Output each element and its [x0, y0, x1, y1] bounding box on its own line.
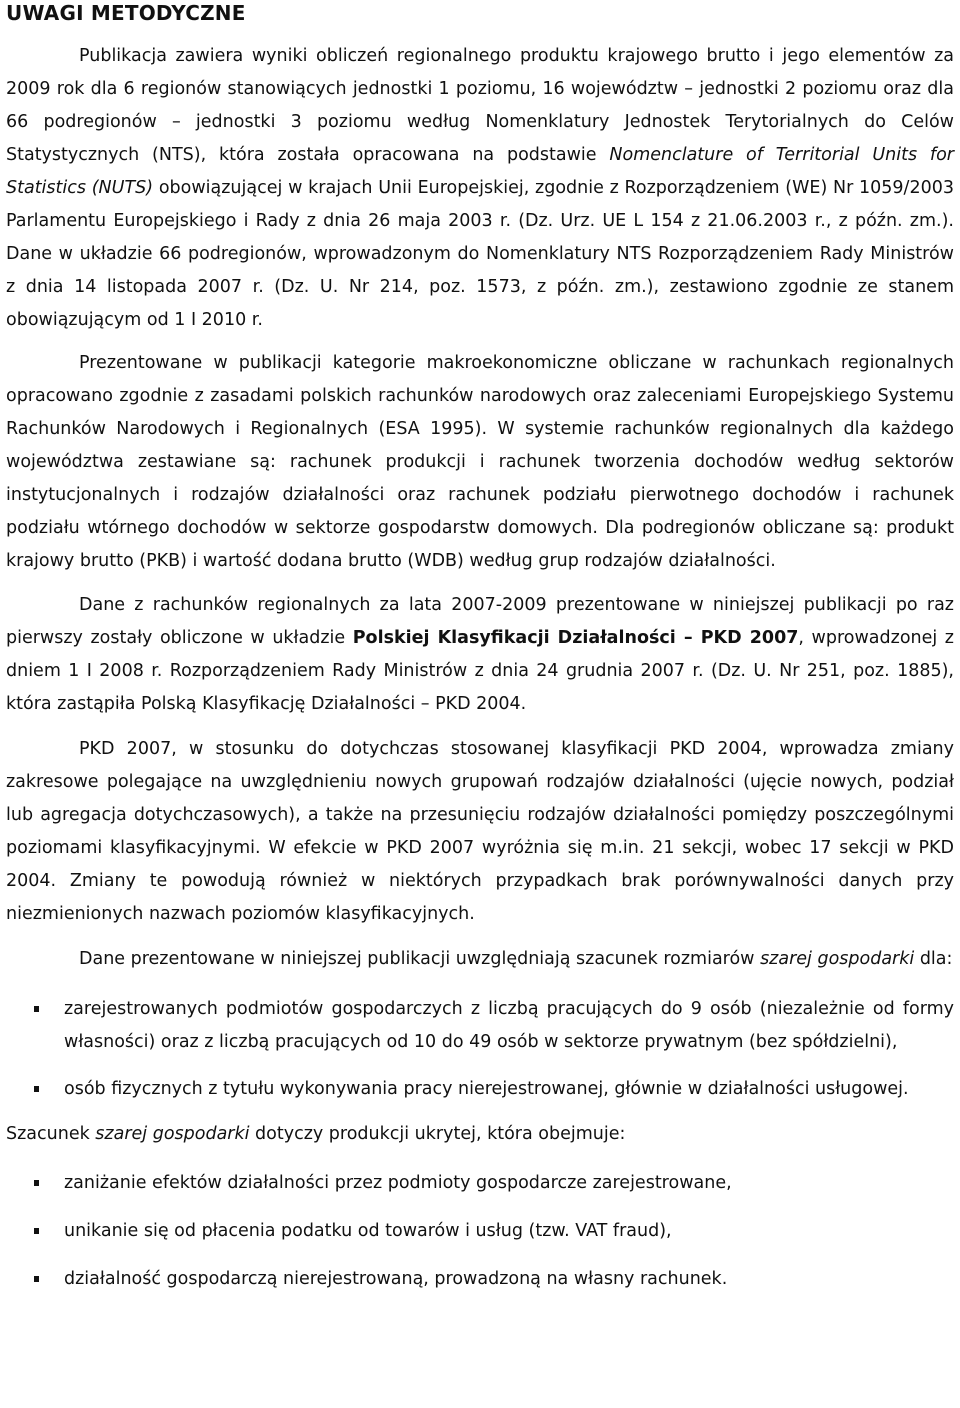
shadow-economy-term: szarej gospodarki [760, 949, 915, 969]
shadow-economy-term: szarej gospodarki [95, 1124, 250, 1144]
paragraph-nts-text-a: Publikacja zawiera wyniki obliczeń regionalnego produktu krajowego brutto i jego elementów za 2009 rok dla 6 regionów stanowiących jednostki 1 poziomu, 16 województw – jednostki 2 poziomu oraz dla 66 podregionów – jednostki 3 poziomu według Nomenklatury Jednostek Terytorialnych do Celów Statystycznych (NTS), która została opracowana na podstawie [6, 46, 954, 165]
paragraph-nts-text-c: obowiązującej w krajach Unii Europejskiej, zgodnie z Rozporządzeniem (WE) Nr 1059/2003 Parlamentu Europejskiego i Rady z dnia 26 maja 2003 r. (Dz. Urz. UE L 154 z 21.06.2003 r., z późn. zm.). Dane w układzie 66 podregionów, wprowadzonym do Nomenklatury NTS Rozporządzeniem Rady Ministrów z dnia 14 listopada 2007 r. (Dz. U. Nr 214, poz. 1573, z późn. zm.), zestawiono zgodnie ze stanem obowiązującym od 1 I 2010 r. [6, 178, 954, 330]
paragraph-hidden-text-c: dotyczy produkcji ukrytej, która obejmuje: [249, 1124, 626, 1144]
square-bullet-icon [34, 1180, 39, 1186]
paragraph-pkd-text-a: Dane z rachunków regionalnych za lata 2007-2009 prezentowane w niniejszej publikacji po raz pierwszy zostały obliczone w układzie [6, 595, 954, 648]
square-bullet-icon [34, 1086, 39, 1092]
list-item [6, 1215, 954, 1248]
list-item [6, 1073, 954, 1106]
list-item [6, 1263, 954, 1296]
list-item [6, 993, 954, 1059]
paragraph-pkd-changes: PKD 2007, w stosunku do dotychczas stosowanej klasyfikacji PKD 2004, wprowadza zmiany zakresowe polegające na uwzględnieniu nowych grupowań rodzajów działalności (ujęcie nowych, podział lub agregacja dotychczasowych), a także na przesunięciu rodzajów działalności pomiędzy poszczególnymi poziomami klasyfikacyjnymi. W efekcie w PKD 2007 wyróżnia się m.in. 21 sekcji, wobec 17 sekcji w PKD 2004. Zmiany te powodują również w niektórych przypadkach brak porównywalności danych przy niezmienionych nazwach poziomów klasyfikacyjnych. [6, 739, 954, 924]
list-item-text: zaniżanie efektów działalności przez podmioty gospodarcze zarejestrowane, [64, 1173, 732, 1193]
list-item-text: zarejestrowanych podmiotów gospodarczych z liczbą pracujących do 9 osób (niezależnie od formy własności) oraz z liczbą pracujących od 10 do 49 osób w sektorze prywatnym (bez spółdzielni), [64, 999, 954, 1052]
list-item [6, 1167, 954, 1200]
paragraph-shadow-economy [6, 943, 954, 976]
list-item-text: osób fizycznych z tytułu wykonywania pracy nierejestrowanej, głównie w działalności usługowej. [64, 1079, 909, 1099]
paragraph-shadow-text-c: dla: [914, 949, 953, 969]
list-item-text: unikanie się od płacenia podatku od towarów i usług (tzw. VAT fraud), [64, 1221, 672, 1241]
pkd-2007-term: Polskiej Klasyfikacji Działalności – PKD 2007 [352, 628, 799, 648]
hidden-production-list [6, 1167, 954, 1296]
paragraph-esa: Prezentowane w publikacji kategorie makroekonomiczne obliczane w rachunkach regionalnych opracowano zgodnie z zasadami polskich rachunków narodowych oraz zaleceniami Europejskiego Systemu Rachunków Narodowych i Regionalnych (ESA 1995). W systemie rachunków regionalnych dla każdego województwa zestawiane są: rachunek produkcji i rachunek tworzenia dochodów według sektorów instytucjonalnych i rodzajów działalności oraz rachunek podziału pierwotnego dochodów i rachunek podziału wtórnego dochodów w sektorze gospodarstw domowych. Dla podregionów obliczane są: produkt krajowy brutto (PKB) i wartość dodana brutto (WDB) według grup rodzajów działalności. [6, 353, 954, 571]
nuts-term: Nomenclature of Territorial Units for Statistics (NUTS) [6, 145, 954, 198]
paragraph-hidden-production [6, 1118, 954, 1151]
paragraph-pkd-text-c: , wprowadzonej z dniem 1 I 2008 r. Rozporządzeniem Rady Ministrów z dnia 24 grudnia 2007 r. (Dz. U. Nr 251, poz. 1885), która zastąpiła Polską Klasyfikację Działalności – PKD 2004. [6, 628, 954, 714]
square-bullet-icon [34, 1276, 39, 1282]
list-item-text: działalność gospodarczą nierejestrowaną, prowadzoną na własny rachunek. [64, 1269, 728, 1289]
shadow-economy-list [6, 993, 954, 1106]
page-title: UWAGI METODYCZNE [6, 1, 246, 25]
paragraph-pkd [6, 589, 954, 721]
square-bullet-icon [34, 1006, 39, 1012]
paragraph-shadow-text-a: Dane prezentowane w niniejszej publikacji uwzględniają szacunek rozmiarów [79, 949, 761, 969]
square-bullet-icon [34, 1228, 39, 1234]
paragraph-hidden-text-a: Szacunek [6, 1124, 96, 1144]
paragraph-nts [6, 40, 954, 337]
